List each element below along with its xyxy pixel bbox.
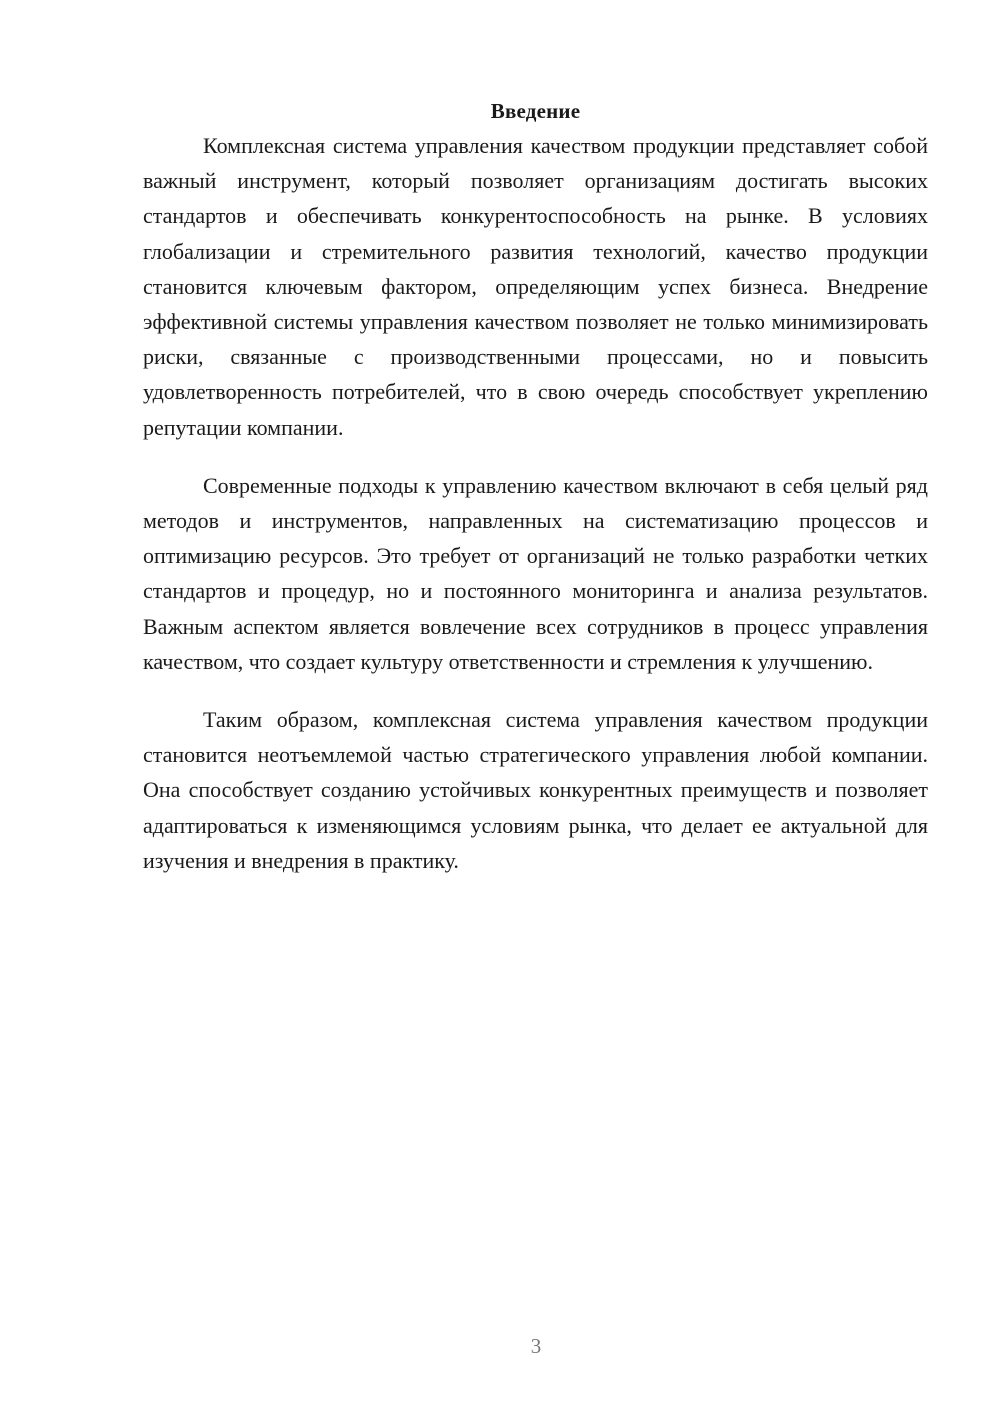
paragraph: Таким образом, комплексная система управления качеством продукции становится неотъемлемой частью стратегического управления любой компании. Она способствует созданию устойчивых конкурентных преимуществ и позволяет адаптироваться к изменяющимся условиям рынка, что делает ее актуальной для изучения и внедрения в практику. <box>143 707 928 873</box>
section-title: Введение <box>490 99 581 123</box>
page-number: 3 <box>530 1334 542 1358</box>
paragraph: Комплексная система управления качеством продукции представляет собой важный инструмент, который позволяет организациям достигать высоких стандартов и обеспечивать конкурентоспособность на рынке. В условиях глобализации и стремительного развития технологий, качество продукции становится ключевым фактором, определяющим успех бизнеса. Внедрение эффективной системы управления качеством позволяет не только минимизировать риски, связанные с производственными процессами, но и повысить удовлетворенность потребителей, что в свою очередь способствует укреплению репутации компании. <box>143 133 928 440</box>
page-content <box>143 95 928 901</box>
paragraph: Современные подходы к управлению качеством включают в себя целый ряд методов и инструментов, направленных на систематизацию процессов и оптимизацию ресурсов. Это требует от организаций не только разработки четких стандартов и процедур, но и постоянного мониторинга и анализа результатов. Важным аспектом является вовлечение всех сотрудников в процесс управления качеством, что создает культуру ответственности и стремления к улучшению. <box>143 472 928 674</box>
